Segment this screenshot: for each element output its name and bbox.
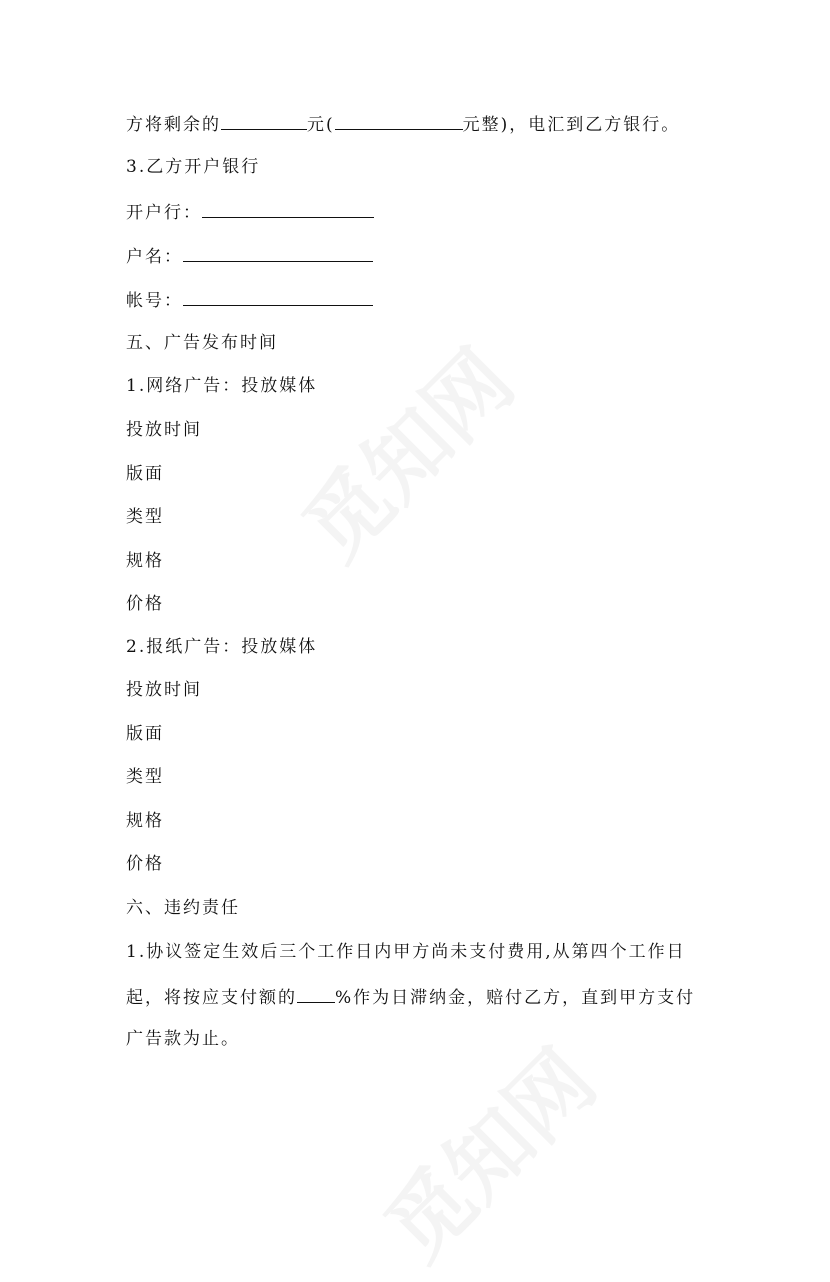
text-segment: 投放时间: [126, 420, 202, 440]
text-segment: 版面: [126, 464, 164, 484]
text-segment: 五、广告发布时间: [126, 333, 278, 353]
text-segment: 3.乙方开户银行: [126, 157, 261, 177]
amount-blank: [221, 111, 307, 130]
account-name-line: [126, 243, 373, 269]
account-number-blank: [183, 287, 373, 306]
text-segment: 1.网络广告：投放媒体: [126, 376, 318, 396]
paragraph-line: [126, 940, 686, 964]
bank-name-blank: [202, 199, 374, 218]
text-segment: 2.报纸广告：投放媒体: [126, 637, 318, 657]
text-segment: 规格: [126, 551, 164, 571]
bank-heading: [126, 155, 260, 179]
list-item: [126, 418, 202, 442]
percentage-blank: [297, 984, 335, 1003]
account-number-line: [126, 287, 373, 313]
section-heading: [126, 331, 278, 355]
list-item: [126, 722, 164, 746]
list-item: [126, 635, 317, 659]
bank-name-line: [126, 199, 374, 225]
text-segment: 广告款为止。: [126, 1029, 240, 1049]
text-segment: 类型: [126, 507, 164, 527]
list-item: [126, 505, 164, 529]
list-item: [126, 462, 164, 486]
paragraph-line: [126, 984, 695, 1010]
list-item: [126, 592, 164, 616]
list-item: [126, 765, 164, 789]
field-label: 开户行：: [126, 203, 202, 223]
text-segment: 起，将按应支付额的: [126, 988, 297, 1008]
text-segment: 版面: [126, 724, 164, 744]
watermark: [354, 1019, 618, 1282]
text-segment: 1.协议签定生效后三个工作日内甲方尚未支付费用,从第四个工作日: [126, 942, 686, 962]
list-item: [126, 678, 202, 702]
paragraph-line: [126, 1027, 240, 1051]
text-segment: 元整)，电汇到乙方银行。: [462, 115, 681, 135]
section-heading: [126, 896, 240, 920]
text-segment: 价格: [126, 594, 164, 614]
field-label: 户名：: [126, 247, 183, 267]
field-label: 帐号：: [126, 291, 183, 311]
text-segment: %作为日滞纳金，赔付乙方，直到甲方支付: [335, 988, 696, 1008]
text-segment: 投放时间: [126, 680, 202, 700]
text-segment: 价格: [126, 854, 164, 874]
list-item: [126, 809, 164, 833]
text-segment: 方将剩余的: [126, 115, 221, 135]
list-item: [126, 549, 164, 573]
text-segment: 类型: [126, 767, 164, 787]
account-name-blank: [183, 243, 373, 262]
list-item: [126, 852, 164, 876]
amount-words-blank: [335, 111, 463, 130]
payment-remainder-line: [126, 111, 680, 137]
text-segment: 规格: [126, 811, 164, 831]
list-item: [126, 374, 317, 398]
watermark: [272, 319, 536, 583]
text-segment: 元(: [307, 115, 335, 135]
text-segment: 六、违约责任: [126, 898, 240, 918]
